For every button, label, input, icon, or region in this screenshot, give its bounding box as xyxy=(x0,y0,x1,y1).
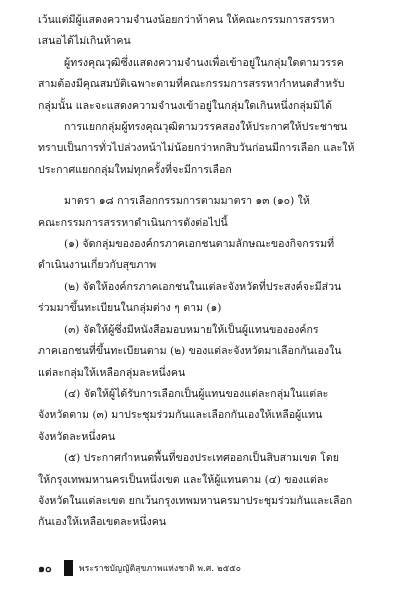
text-line: กันเองให้เหลือเขตละหนึ่งคน xyxy=(38,516,167,529)
text-line: เว้นแต่มีผู้แสดงความจำนงน้อยกว่าห้าคน ให้คณะกรรมการสรรหา xyxy=(38,14,335,26)
text-line: ร่วมมาขึ้นทะเบียนในกลุ่มต่าง ๆ ตาม (๑) xyxy=(38,302,222,315)
text-line: (๓) จัดให้ผู้ซึ่งมีหนังสือมอบหมายให้เป็นผู้แทนขององค์กร xyxy=(64,323,319,336)
list-item xyxy=(38,384,373,448)
text-line: จังหวัดตาม (๓) มาประชุมร่วมกันและเลือกกันเองให้เหลือผู้แทน xyxy=(38,409,323,422)
text-line: (๕) ประกาศกำหนดพื้นที่ของประเทศออกเป็นสิบสามเขต โดย xyxy=(64,452,339,465)
text-line: (๑) จัดกลุ่มขององค์กรภาคเอกชนตามลักษณะของกิจกรรมที่ xyxy=(64,238,335,251)
text-line: (๔) จัดให้ผู้ได้รับการเลือกเป็นผู้แทนของแต่ละกลุ่มในแต่ละ xyxy=(64,387,329,400)
page-number: ๑๐ xyxy=(38,562,52,575)
text-line: แต่ละกลุ่มให้เหลือกลุ่มละหนึ่งคน xyxy=(38,366,186,379)
page-footer xyxy=(38,560,338,576)
paragraph xyxy=(38,53,373,117)
text-line: ให้กรุงเทพมหานครเป็นหนึ่งเขต และให้ผู้แทนตาม (๔) ของแต่ละ xyxy=(38,473,329,486)
text-line: สามต้องมีคุณสมบัติเฉพาะตามที่คณะกรรมการสรรหากำหนดสำหรับ xyxy=(38,78,345,91)
section-heading-line: มาตรา ๑๘ การเลือกกรรมการตามมาตรา ๑๓ (๑๐) ให้ xyxy=(64,195,310,208)
text-line: การแยกกลุ่มผู้ทรงคุณวุฒิตามวรรคสองให้ประกาศให้ประชาชน xyxy=(64,121,348,134)
list-item xyxy=(38,234,373,277)
list-item xyxy=(38,320,373,384)
text-line: ผู้ทรงคุณวุฒิซึ่งแสดงความจำนงเพื่อเข้าอยู่ในกลุ่มใดตามวรรค xyxy=(64,56,344,69)
text-line: ภาคเอกชนที่ขึ้นทะเบียนตาม (๒) ของแต่ละจังหวัดมาเลือกกันเองใน xyxy=(38,345,342,358)
text-line: ดำเนินงานเกี่ยวกับสุขภาพ xyxy=(38,259,157,272)
text-line: จังหวัดในแต่ละเขต ยกเว้นกรุงเทพมหานครมาประชุมร่วมกันและเลือก xyxy=(38,494,353,507)
text-line: ทราบเป็นการทั่วไปล่วงหน้าไม่น้อยกว่าหกสิบวันก่อนมีการเลือก และให้ xyxy=(38,142,355,155)
text-line: (๒) จัดให้องค์กรภาคเอกชนในแต่ละจังหวัดที่ประสงค์จะมีส่วน xyxy=(64,280,342,293)
section-gap xyxy=(38,181,373,191)
section-18 xyxy=(38,191,373,234)
text-line: เสนอได้ไม่เกินห้าคน xyxy=(38,35,131,48)
paragraph xyxy=(38,117,373,181)
text-line: จังหวัดละหนึ่งคน xyxy=(38,430,116,443)
footer-bar-marker xyxy=(64,560,73,576)
list-item xyxy=(38,448,373,534)
body-text xyxy=(38,10,373,534)
text-line: กลุ่มนั้น และจะแสดงความจำนงเข้าอยู่ในกลุ่มใดเกินหนึ่งกลุ่มมิได้ xyxy=(38,99,333,112)
text-line: คณะกรรมการสรรหาดำเนินการดังต่อไปนี้ xyxy=(38,216,228,229)
text-line: ประกาศแยกกลุ่มใหม่ทุกครั้งที่จะมีการเลือก xyxy=(38,163,232,176)
paragraph xyxy=(38,10,373,53)
footer-title: พระราชบัญญัติสุขภาพแห่งชาติ พ.ศ. ๒๕๕๐ xyxy=(79,564,242,574)
list-item xyxy=(38,277,373,320)
